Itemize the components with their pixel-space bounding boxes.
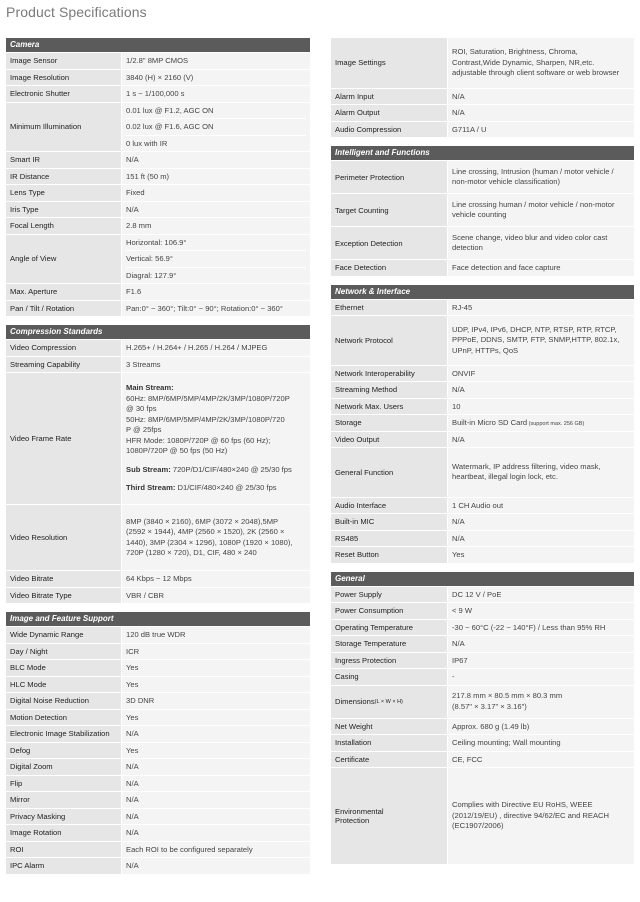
spec-row-network-max-users bbox=[331, 398, 634, 415]
spec-key bbox=[331, 768, 448, 864]
spec-key: Lens Type bbox=[6, 185, 122, 201]
spec-key: Casing bbox=[331, 669, 448, 685]
spec-key: Angle of View bbox=[6, 235, 122, 284]
spec-subvalue: Horizontal: 106.9° bbox=[126, 237, 187, 247]
spec-key: IR Distance bbox=[6, 169, 122, 185]
spec-value: F1.6 bbox=[122, 284, 310, 300]
spec-value: Yes bbox=[122, 677, 310, 693]
spec-row-ir-distance bbox=[6, 168, 310, 185]
spec-line: UDP, IPv4, IPv6, DHCP, NTP, RTSP, RTP, RTCP, bbox=[452, 324, 617, 334]
spec-row-alarm-input bbox=[331, 88, 634, 105]
spec-value: Each ROI to be configured separately bbox=[122, 842, 310, 858]
spec-value: VBR / CBR bbox=[122, 588, 310, 604]
spec-row-video-resolution bbox=[6, 504, 310, 570]
spec-key: Ethernet bbox=[331, 300, 448, 316]
general-section bbox=[331, 572, 634, 865]
spec-line: (2012/19/EU) , directive 94/62/EC and REACH bbox=[452, 810, 610, 820]
spec-key: Video Resolution bbox=[6, 505, 122, 570]
spec-value: H.265+ / H.264+ / H.265 / H.264 / MJPEG bbox=[122, 340, 310, 356]
spec-key: Power Consumption bbox=[331, 603, 448, 619]
spec-value: N/A bbox=[448, 636, 634, 652]
spec-row-casing bbox=[331, 668, 634, 685]
spec-subvalue: 0.02 lux @ F1.6, AGC ON bbox=[126, 118, 306, 135]
spec-value: 2.8 mm bbox=[122, 218, 310, 234]
spec-key: Defog bbox=[6, 743, 122, 759]
spec-value: Face detection and face capture bbox=[448, 260, 634, 276]
spec-key: Video Frame Rate bbox=[6, 373, 122, 504]
spec-key: Mirror bbox=[6, 792, 122, 808]
spec-line: detection bbox=[452, 243, 483, 252]
spec-value: -30 ~ 60°C (-22 ~ 140°F) / Less than 95% RH bbox=[448, 620, 634, 636]
spec-key: Streaming Capability bbox=[6, 357, 122, 373]
spec-key: Max. Aperture bbox=[6, 284, 122, 300]
spec-value: - bbox=[448, 669, 634, 685]
spec-key: ROI bbox=[6, 842, 122, 858]
spec-key: IPC Alarm bbox=[6, 858, 122, 874]
spec-value: 3D DNR bbox=[122, 693, 310, 709]
storage-value: Built-in Micro SD Card bbox=[452, 418, 528, 428]
spec-row-image-sensor bbox=[6, 52, 310, 69]
spec-key: Motion Detection bbox=[6, 710, 122, 726]
spec-key: Operating Temperature bbox=[331, 620, 448, 636]
spec-row-target-counting bbox=[331, 193, 634, 226]
intelligent-section bbox=[331, 146, 634, 276]
spec-row bbox=[6, 758, 310, 775]
spec-value: N/A bbox=[122, 776, 310, 792]
spec-key: Privacy Masking bbox=[6, 809, 122, 825]
spec-value: 1/2.8" 8MP CMOS bbox=[122, 53, 310, 69]
spec-row-reset-button bbox=[331, 546, 634, 563]
spec-value: 3 Streams bbox=[122, 357, 310, 373]
spec-subvalue: Vertical: 56.9° bbox=[126, 250, 306, 267]
page-title: Product Specifications bbox=[6, 4, 147, 20]
spec-value: Approx. 680 g (1.49 lb) bbox=[448, 719, 634, 735]
spec-row-audio-interface bbox=[331, 497, 634, 514]
spec-key: Storage bbox=[331, 415, 448, 431]
spec-line: P @ 25fps bbox=[126, 425, 162, 435]
spec-row-image-settings bbox=[331, 38, 634, 88]
spec-line: non-motor vehicle classification) bbox=[452, 177, 561, 186]
spec-line: 60Hz: 8MP/6MP/5MP/4MP/2K/3MP/1080P/720P bbox=[126, 393, 290, 403]
spec-line: Watermark, IP address filtering, video mask, bbox=[452, 461, 601, 471]
spec-value: < 9 W bbox=[448, 603, 634, 619]
spec-row-installation bbox=[331, 734, 634, 751]
spec-key: Wide Dynamic Range bbox=[6, 627, 122, 643]
spec-line: Line crossing, Intrusion (human / motor vehicle / bbox=[452, 166, 614, 176]
spec-line: heartbeat, illegal login lock, etc. bbox=[452, 472, 558, 482]
spec-line: Contrast,Wide Dynamic, Sharpen, NR,etc. bbox=[452, 57, 595, 67]
spec-line: (8.57" × 3.17" × 3.16") bbox=[452, 701, 527, 711]
spec-value bbox=[448, 686, 634, 718]
spec-row-ethernet bbox=[331, 299, 634, 316]
spec-line: (2592 × 1944), 4MP (2560 × 1520), 2K (2560 × bbox=[126, 527, 285, 536]
spec-row-ingress-protection bbox=[331, 652, 634, 669]
section-header-network: Network & Interface bbox=[331, 285, 634, 299]
spec-value: N/A bbox=[122, 792, 310, 808]
spec-line: adjustable through client software or web browser bbox=[452, 68, 620, 77]
spec-key: Network Protocol bbox=[331, 316, 448, 365]
spec-row-general-function bbox=[331, 447, 634, 497]
spec-row-angle-of-view bbox=[6, 234, 310, 284]
spec-key: Perimeter Protection bbox=[331, 161, 448, 193]
spec-row-streaming-method bbox=[331, 381, 634, 398]
spec-key: Network Max. Users bbox=[331, 399, 448, 415]
spec-key: Target Counting bbox=[331, 194, 448, 226]
sub-stream-label: Sub Stream: bbox=[126, 464, 171, 474]
spec-row-video-bitrate-type bbox=[6, 587, 310, 604]
spec-value: Pan:0° ~ 360°; Tilt:0° ~ 90°; Rotation:0° ~ 360° bbox=[122, 301, 310, 317]
section-header-compression: Compression Standards bbox=[6, 325, 310, 339]
spec-key: Alarm Input bbox=[331, 89, 448, 105]
spec-row-exception-detection bbox=[331, 226, 634, 259]
spec-key: Alarm Output bbox=[331, 105, 448, 121]
spec-key: Video Compression bbox=[6, 340, 122, 356]
spec-row-operating-temperature bbox=[331, 619, 634, 636]
spec-value: 3840 (H) × 2160 (V) bbox=[122, 70, 310, 86]
spec-key: Digital Noise Reduction bbox=[6, 693, 122, 709]
spec-line: 50Hz: 8MP/6MP/5MP/4MP/2K/3MP/1080P/720 bbox=[126, 414, 285, 424]
spec-row-streaming-capability bbox=[6, 356, 310, 373]
spec-subvalue: 0.01 lux @ F1.2, AGC ON bbox=[126, 105, 214, 115]
spec-line: Line crossing human / motor vehicle / non-motor bbox=[452, 199, 615, 209]
spec-row-video-compression bbox=[6, 339, 310, 356]
spec-value bbox=[122, 103, 310, 152]
spec-row bbox=[6, 824, 310, 841]
spec-key: Face Detection bbox=[331, 260, 448, 276]
spec-row-storage bbox=[331, 414, 634, 431]
spec-value: N/A bbox=[448, 514, 634, 530]
spec-value: N/A bbox=[122, 825, 310, 841]
spec-row-smart-ir bbox=[6, 151, 310, 168]
spec-key: Built-in MIC bbox=[331, 514, 448, 530]
spec-row-storage-temperature bbox=[331, 635, 634, 652]
spec-key: Minimum Illumination bbox=[6, 103, 122, 152]
spec-value: N/A bbox=[448, 531, 634, 547]
spec-key-line: Environmental bbox=[335, 807, 384, 816]
spec-row-certificate bbox=[331, 751, 634, 768]
dimensions-label: Dimensions bbox=[335, 697, 375, 706]
spec-key: Flip bbox=[6, 776, 122, 792]
spec-row bbox=[6, 725, 310, 742]
spec-value bbox=[448, 194, 634, 226]
spec-row-network-interoperability bbox=[331, 365, 634, 382]
spec-value: DC 12 V / PoE bbox=[448, 587, 634, 603]
spec-value bbox=[122, 235, 310, 284]
spec-key: HLC Mode bbox=[6, 677, 122, 693]
spec-value: Fixed bbox=[122, 185, 310, 201]
spec-key: Pan / Tilt / Rotation bbox=[6, 301, 122, 317]
spec-key: Power Supply bbox=[331, 587, 448, 603]
spec-row-power-consumption bbox=[331, 602, 634, 619]
spec-value bbox=[448, 768, 634, 864]
spec-row-environmental-protection bbox=[331, 767, 634, 864]
spec-row-rs485 bbox=[331, 530, 634, 547]
spec-value: N/A bbox=[448, 105, 634, 121]
spec-row bbox=[6, 643, 310, 660]
spec-row-video-output bbox=[331, 431, 634, 448]
spec-row-minimum-illumination bbox=[6, 102, 310, 152]
spec-value: ICR bbox=[122, 644, 310, 660]
compression-section bbox=[6, 325, 310, 603]
spec-value: N/A bbox=[122, 152, 310, 168]
spec-key: Storage Temperature bbox=[331, 636, 448, 652]
spec-key: Image Resolution bbox=[6, 70, 122, 86]
spec-key: Ingress Protection bbox=[331, 653, 448, 669]
spec-value bbox=[448, 316, 634, 365]
spec-value: Yes bbox=[122, 710, 310, 726]
spec-value: Yes bbox=[122, 660, 310, 676]
network-section bbox=[331, 285, 634, 563]
spec-row bbox=[6, 692, 310, 709]
spec-line: 8MP (3840 × 2160), 6MP (3072 × 2048),5MP bbox=[126, 516, 279, 526]
spec-key: Video Bitrate Type bbox=[6, 588, 122, 604]
spec-value: N/A bbox=[448, 382, 634, 398]
spec-key: Focal Length bbox=[6, 218, 122, 234]
spec-row-max-aperture bbox=[6, 283, 310, 300]
spec-subvalue: 0 lux with IR bbox=[126, 135, 306, 152]
image-feature-section bbox=[6, 612, 310, 874]
spec-line: 720P (1280 × 720), D1, CIF, 480 × 240 bbox=[126, 548, 257, 557]
spec-value: N/A bbox=[122, 202, 310, 218]
spec-key: Smart IR bbox=[6, 152, 122, 168]
spec-key: Reset Button bbox=[331, 547, 448, 563]
spec-value: IP67 bbox=[448, 653, 634, 669]
section-header-image-feature: Image and Feature Support bbox=[6, 612, 310, 626]
spec-row-network-protocol bbox=[331, 315, 634, 365]
spec-row bbox=[6, 791, 310, 808]
spec-line: Scene change, video blur and video color cast bbox=[452, 232, 608, 242]
spec-value: N/A bbox=[122, 759, 310, 775]
spec-row-pan-tilt-rotation bbox=[6, 300, 310, 317]
spec-value: RJ-45 bbox=[448, 300, 634, 316]
spec-key: Digital Zoom bbox=[6, 759, 122, 775]
spec-value: N/A bbox=[448, 89, 634, 105]
spec-value: ONVIF bbox=[448, 366, 634, 382]
section-header-intelligent: Intelligent and Functions bbox=[331, 146, 634, 160]
spec-key: Day / Night bbox=[6, 644, 122, 660]
spec-line: ROI, Saturation, Brightness, Chroma, bbox=[452, 47, 578, 56]
spec-key: Network Interoperability bbox=[331, 366, 448, 382]
misc-section bbox=[331, 38, 634, 137]
spec-line: 1440), 3MP (2304 × 1296), 1080P (1920 × 1080), bbox=[126, 537, 293, 547]
spec-line: UPnP, HTTPs, QoS bbox=[452, 345, 519, 355]
spec-line: @ 30 fps bbox=[126, 404, 157, 414]
spec-row bbox=[6, 626, 310, 643]
spec-value bbox=[448, 415, 634, 431]
spec-value: 120 dB true WDR bbox=[122, 627, 310, 643]
spec-row-video-frame-rate bbox=[6, 372, 310, 504]
spec-row-audio-compression bbox=[331, 121, 634, 138]
spec-value: Ceiling mounting; Wall mounting bbox=[448, 735, 634, 751]
spec-key: Net Weight bbox=[331, 719, 448, 735]
spec-key: Video Bitrate bbox=[6, 571, 122, 587]
storage-note: (support max. 256 GB) bbox=[527, 421, 585, 428]
spec-key: Image Settings bbox=[331, 38, 448, 88]
spec-key: Installation bbox=[331, 735, 448, 751]
spec-row-electronic-shutter bbox=[6, 85, 310, 102]
spec-row-iris-type bbox=[6, 201, 310, 218]
spec-line: 1080P/720P @ 50 fps (50 Hz) bbox=[126, 446, 228, 456]
spec-line: PPPoE, DDNS, SMTP, FTP, SNMP,HTTP, 802.1x, bbox=[452, 335, 620, 344]
spec-value bbox=[448, 227, 634, 259]
spec-key: BLC Mode bbox=[6, 660, 122, 676]
spec-value: 64 Kbps ~ 12 Mbps bbox=[122, 571, 310, 587]
spec-row-image-resolution bbox=[6, 69, 310, 86]
camera-section bbox=[6, 38, 310, 316]
left-column bbox=[6, 38, 310, 874]
spec-key: Video Output bbox=[331, 432, 448, 448]
spec-key: Iris Type bbox=[6, 202, 122, 218]
spec-value: 1 CH Audio out bbox=[448, 498, 634, 514]
section-header-camera: Camera bbox=[6, 38, 310, 52]
spec-value: CE, FCC bbox=[448, 752, 634, 768]
spec-row bbox=[6, 775, 310, 792]
spec-key: Certificate bbox=[331, 752, 448, 768]
spec-value: N/A bbox=[122, 858, 310, 874]
spec-value bbox=[448, 448, 634, 497]
spec-subvalue: Diagral: 127.9° bbox=[126, 267, 306, 284]
spec-value bbox=[122, 373, 310, 504]
section-header-general: General bbox=[331, 572, 634, 586]
spec-key: Image Sensor bbox=[6, 53, 122, 69]
spec-row-builtin-mic bbox=[331, 513, 634, 530]
spec-key: RS485 bbox=[331, 531, 448, 547]
spec-key: Audio Interface bbox=[331, 498, 448, 514]
spec-value bbox=[448, 161, 634, 193]
spec-key: Streaming Method bbox=[331, 382, 448, 398]
spec-value: N/A bbox=[122, 809, 310, 825]
spec-row-perimeter-protection bbox=[331, 160, 634, 193]
spec-row bbox=[6, 676, 310, 693]
spec-value: 1 s ~ 1/100,000 s bbox=[122, 86, 310, 102]
third-stream-label: Third Stream: bbox=[126, 483, 176, 493]
spec-key: Audio Compression bbox=[331, 122, 448, 138]
spec-value: Yes bbox=[448, 547, 634, 563]
spec-line: D1/CIF/480×240 @ 25/30 fps bbox=[175, 483, 277, 493]
spec-line: (EC1907/2006) bbox=[452, 821, 504, 831]
spec-line: HFR Mode: 1080P/720P @ 60 fps (60 Hz); bbox=[126, 435, 271, 445]
spec-row bbox=[6, 659, 310, 676]
spec-value: N/A bbox=[122, 726, 310, 742]
spec-row-face-detection bbox=[331, 259, 634, 276]
spec-key: Image Rotation bbox=[6, 825, 122, 841]
spec-key bbox=[331, 686, 448, 718]
spec-row-focal-length bbox=[6, 217, 310, 234]
spec-value bbox=[122, 505, 310, 570]
dimensions-note: (L × W × H) bbox=[374, 698, 403, 705]
right-column bbox=[331, 38, 634, 864]
spec-key: Electronic Shutter bbox=[6, 86, 122, 102]
spec-value: G711A / U bbox=[448, 122, 634, 138]
spec-value: 10 bbox=[448, 399, 634, 415]
spec-row bbox=[6, 841, 310, 858]
spec-line: 720P/D1/CIF/480×240 @ 25/30 fps bbox=[170, 464, 292, 474]
spec-row-video-bitrate bbox=[6, 570, 310, 587]
spec-value: N/A bbox=[448, 432, 634, 448]
spec-key: General Function bbox=[331, 448, 448, 497]
spec-row bbox=[6, 808, 310, 825]
spec-row bbox=[6, 857, 310, 874]
spec-line: vehicle counting bbox=[452, 210, 507, 219]
spec-row-alarm-output bbox=[331, 104, 634, 121]
spec-row-net-weight bbox=[331, 718, 634, 735]
spec-row bbox=[6, 709, 310, 726]
spec-row bbox=[6, 742, 310, 759]
spec-line: 217.8 mm × 80.5 mm × 80.3 mm bbox=[452, 691, 563, 700]
spec-key: Electronic Image Stabilization bbox=[6, 726, 122, 742]
spec-row-lens-type bbox=[6, 184, 310, 201]
spec-line: Complies with Directive EU RoHS, WEEE bbox=[452, 800, 593, 810]
spec-row-power-supply bbox=[331, 586, 634, 603]
spec-value: Yes bbox=[122, 743, 310, 759]
spec-value bbox=[448, 38, 634, 88]
spec-key-line: Protection bbox=[335, 816, 370, 825]
spec-row-dimensions bbox=[331, 685, 634, 718]
main-stream-label: Main Stream: bbox=[126, 383, 174, 393]
spec-key: Exception Detection bbox=[331, 227, 448, 259]
spec-value: 151 ft (50 m) bbox=[122, 169, 310, 185]
